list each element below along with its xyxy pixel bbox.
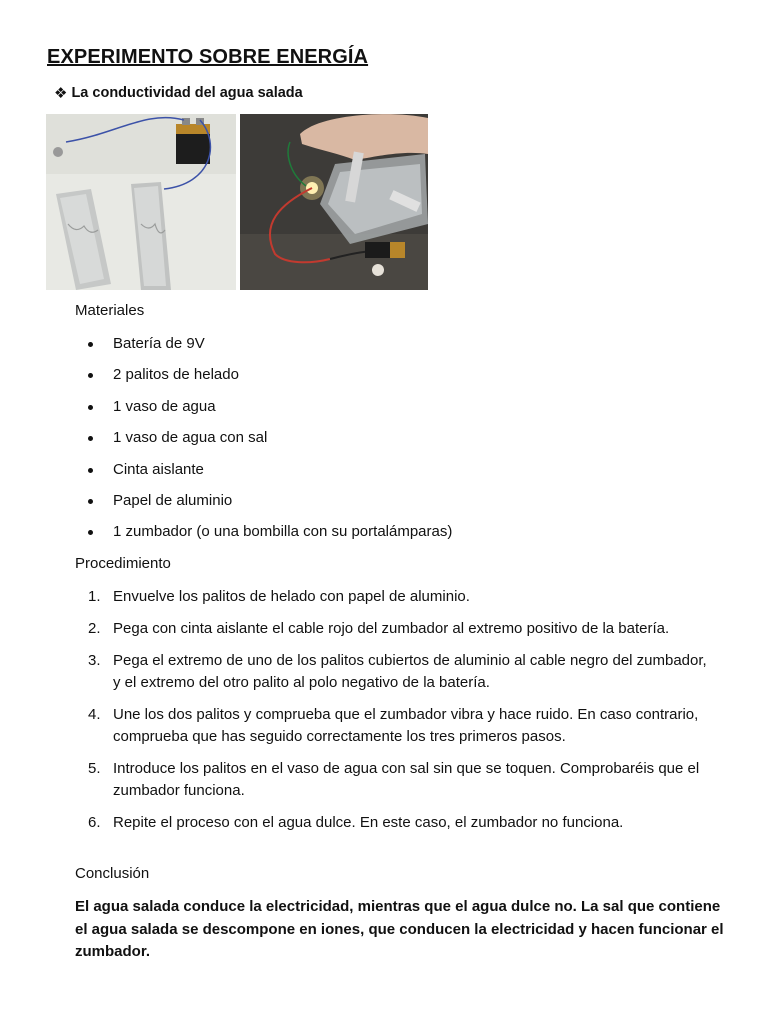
diamond-bullet-icon: ❖ [54, 84, 68, 102]
procedure-step [75, 650, 715, 694]
list-item [75, 460, 715, 491]
photo-salt-water-circuit [240, 114, 428, 290]
material-text: 1 vaso de agua con sal [113, 429, 268, 447]
bullet-dot-icon [88, 436, 93, 441]
photo-aluminum-sticks [46, 114, 236, 290]
step-number: 2. [88, 620, 101, 637]
subtitle [54, 85, 303, 101]
step-text: Repite el proceso con el agua dulce. En este caso, el zumbador no funciona. [113, 814, 624, 831]
list-item [75, 522, 715, 553]
procedure-step [75, 812, 715, 834]
list-item [75, 428, 715, 459]
procedure-list [75, 586, 715, 844]
step-text: Introduce los palitos en el vaso de agua con sal sin que se toquen. Comprobaréis que el zumbador funciona. [113, 760, 700, 799]
material-text: Papel de aluminio [113, 491, 233, 509]
step-number: 4. [88, 706, 101, 723]
step-number: 3. [88, 652, 101, 669]
step-text: Envuelve los palitos de helado con papel de aluminio. [113, 588, 470, 605]
material-text: Cinta aislante [113, 460, 204, 478]
list-item [75, 334, 715, 365]
materials-list [75, 334, 715, 554]
bullet-dot-icon [88, 468, 93, 473]
material-text: 2 palitos de helado [113, 366, 239, 384]
material-text: Batería de 9V [113, 335, 205, 352]
bullet-dot-icon [88, 530, 93, 535]
step-number: 6. [88, 814, 101, 831]
bullet-dot-icon [88, 499, 93, 504]
list-item [75, 365, 715, 396]
step-text: Pega el extremo de uno de los palitos cubiertos de aluminio al cable negro del zumbador, y el extremo del otro palito al polo negativo de la batería. [113, 652, 707, 691]
material-text: 1 zumbador (o una bombilla con su portalámparas) [113, 523, 453, 541]
step-text: Une los dos palitos y comprueba que el zumbador vibra y hace ruido. En caso contrario, comprueba que has seguido correctamente los tres primeros pasos. [113, 706, 699, 745]
bullet-dot-icon [88, 405, 93, 410]
material-text: 1 vaso de agua [113, 397, 216, 415]
procedure-step [75, 704, 715, 748]
procedure-step [75, 618, 715, 640]
procedure-step [75, 758, 715, 802]
conclusion-text: El agua salada conduce la electricidad, mientras que el agua dulce no. La sal que contiene el agua salada se descompone en iones, que conducen la electricidad y hacen funcionar el zumbador. [75, 898, 724, 960]
step-number: 5. [88, 760, 101, 777]
list-item [75, 491, 715, 522]
bullet-dot-icon [88, 342, 93, 347]
conclusion-heading: Conclusión [75, 865, 150, 882]
procedure-step [75, 586, 715, 608]
list-item [75, 397, 715, 428]
subtitle-text: La conductividad del agua salada [71, 85, 303, 101]
procedure-heading: Procedimiento [75, 555, 171, 572]
page-title: EXPERIMENTO SOBRE ENERGÍA [47, 46, 369, 68]
bullet-dot-icon [88, 373, 93, 378]
step-number: 1. [88, 588, 101, 605]
step-text: Pega con cinta aislante el cable rojo del zumbador al extremo positivo de la batería. [113, 620, 670, 637]
materials-heading: Materiales [75, 302, 145, 319]
